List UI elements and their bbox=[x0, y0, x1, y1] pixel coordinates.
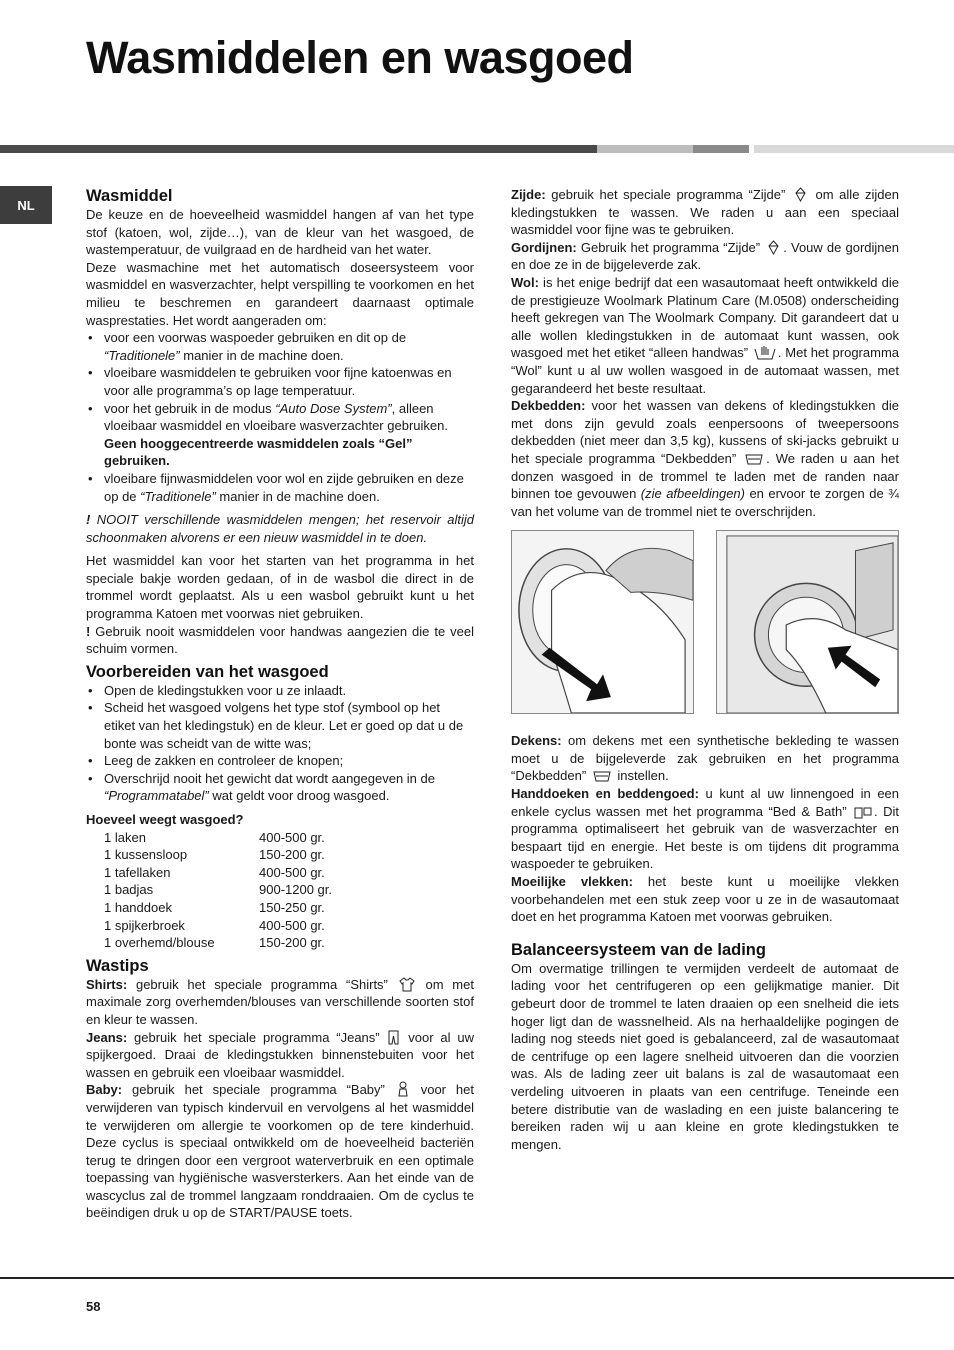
list-item: • Leeg de zakken en controleer de knopen; bbox=[86, 752, 474, 770]
wol-tip: Wol: is het enige bedrijf dat een wasautomaat heeft ontwikkeld die de prestigieuze Woolmark Platinum Care (M.0508) onderscheiding heeft gekregen van The Woolmark Company. Dit garandeert dat u alle wollen kledingstukken in de automaat kunt wassen, ook wasgoed met het etiket “alleen handwas” . Met het programma “Wol” kunt u al uw wollen wasgoed in de automaat wassen, met gegarandeerd het beste resultaat. bbox=[511, 274, 900, 396]
header-bar-pale bbox=[754, 145, 954, 153]
header-bar-dark bbox=[0, 145, 597, 153]
table-row: 1 badjas 900-1200 gr. bbox=[104, 882, 333, 898]
silk-icon bbox=[793, 187, 808, 202]
baby-icon bbox=[397, 1081, 409, 1097]
warning-text: ! NOOIT verschillende wasmiddelen mengen; het reservoir altijd schoonmaken alvorens er een nieuw wasmiddel in te doen. bbox=[86, 512, 474, 545]
list-item: • voor een voorwas waspoeder gebruiken en dit op de “Traditionele” manier in de machine doen. bbox=[86, 329, 474, 364]
weights-table bbox=[104, 829, 474, 952]
bed-bath-icon bbox=[854, 806, 872, 819]
baby-tip: Baby: gebruik het speciale programma “Baby” voor het verwijderen van typisch kindervuil en vervolgens al het wasmiddel te verwijderen om allergie te voorkomen op de tere kinderhuid. Deze cyclus is speciaal ontwikkeld om de hoeveelheid bacteriën terug te dringen door een vergroot waterverbruik en een optimale toepassing van hygiënische wasversterkers. Aan het einde van de wascyclus zal de trommel langzaam ronddraaien. Om de cyclus te beëindigen druk u op de START/PAUSE toets. bbox=[86, 1082, 474, 1221]
wasmiddel-list bbox=[86, 329, 474, 505]
page-title: Wasmiddelen en wasgoed bbox=[86, 32, 634, 83]
wastips-heading: Wastips bbox=[86, 956, 149, 975]
list-item: • Open de kledingstukken voor u ze inlaadt. bbox=[86, 682, 474, 700]
voorbereiden-list bbox=[86, 682, 474, 805]
vlekken-tip: Moeilijke vlekken: het beste kunt u moeilijke vlekken voorbehandelen met een stuk zeep voor u ze in de wasautomaat doet en het programma Katoen met voorwas gebruiken. bbox=[511, 874, 899, 925]
wasmiddel-paragraph-2: Deze wasmachine met het automatisch doseersysteem voor wasmiddel en wasverzachter, helpt verspilling te voorkomen en het milieu te beschremen en garandeert daarnaast optimale wasprestaties. Het wordt aangeraden om: bbox=[86, 259, 474, 328]
note-text: ! Gebruik nooit wasmiddelen voor handwas aangezien die te veel schuim vormen. bbox=[86, 623, 474, 657]
wasmiddel-paragraph-3: Het wasmiddel kan voor het starten van het programma in het speciale bakje worden gedaan, of in de wasbol die direct in de trommel wordt geplaatst. Als u een wasbol gebruikt kunt u het programma Katoen met voorwas niet gebruiken. bbox=[86, 553, 474, 622]
table-row: 1 kussensloop 150-200 gr. bbox=[104, 847, 325, 863]
table-row: 1 laken 400-500 gr. bbox=[104, 829, 325, 845]
handwash-icon bbox=[754, 345, 776, 360]
header-bar-mid bbox=[693, 145, 749, 153]
list-item: • Overschrijd nooit het gewicht dat wordt aangegeven in de “Programmatabel” wat geldt voor droog wasgoed. bbox=[86, 770, 474, 805]
page-number: 58 bbox=[86, 1299, 101, 1314]
voorbereiden-heading: Voorbereiden van het wasgoed bbox=[86, 662, 329, 681]
list-item: • vloeibare fijnwasmiddelen voor wol en zijde gebruiken en deze op de “Traditionele” manier in de machine doen. bbox=[86, 470, 474, 505]
figures-row bbox=[511, 530, 899, 714]
list-item: • vloeibare wasmiddelen te gebruiken voor fijne katoenwas en voor alle programma’s op lage temperatuur. bbox=[86, 364, 474, 399]
jeans-icon bbox=[388, 1030, 399, 1045]
weights-heading: Hoeveel weegt wasgoed? bbox=[86, 812, 244, 827]
duvet-icon bbox=[592, 770, 612, 783]
table-row: 1 overhemd/blouse 150-200 gr. bbox=[104, 935, 325, 951]
left-column bbox=[86, 186, 474, 1222]
balance-text: Om overmatige trillingen te vermijden verdeelt de automaat de lading voor het centrifugeren op een gelijkmatige manier. Dit gebeurt door de trommel te laten draaien op een snelheid die iets hoger ligt dan de wassnelheid. Als na herhaaldelijke pogingen de lading nog steeds niet goed is gebalanceerd, zal de wasautomaat de centrifuge op een lagere snelheid uitvoeren dan die voorzien was. Als de lading zeer uit balans is zal de wasautomaat een verdeling uitvoeren in plaats van een centrifuge. Teneinde een betere distributie van de waslading en een juiste balancering te bereiken raden wij u aan kleine en grote kledingstukken te mengen. bbox=[511, 960, 899, 1152]
header-bar-light bbox=[597, 145, 693, 153]
table-row: 1 handdoek 150-250 gr. bbox=[104, 899, 325, 915]
shirt-icon bbox=[399, 977, 415, 992]
silk-icon bbox=[766, 240, 781, 255]
zijde-tip: Zijde: gebruik het speciale programma “Zijde” om alle zijden kledingstukken te wassen. We raden u aan een speciaal wasmiddel voor fijne was te gebruiken. bbox=[511, 187, 899, 238]
jeans-tip: Jeans: gebruik het speciale programma “Jeans” voor al uw spijkergoed. Draai de kledingstukken binnenstebuiten voor het wassen en gebruik een vloeibaar wasmiddel. bbox=[86, 1029, 474, 1080]
wasmiddel-heading: Wasmiddel bbox=[86, 187, 173, 205]
list-item: • voor het gebruik in de modus “Auto Dose System”, alleen vloeibaar wasmiddel en vloeibare wasverzachter gebruiken. Geen hooggecentreerde wasmiddelen zoals “Gel” gebruiken. bbox=[86, 400, 474, 470]
gordijnen-tip: Gordijnen: Gebruik het programma “Zijde” . Vouw de gordijnen en doe ze in de bijgeleverde zak. bbox=[511, 239, 899, 273]
language-tab: NL bbox=[0, 186, 52, 224]
right-column bbox=[511, 186, 899, 1153]
balance-heading: Balanceersysteem van de lading bbox=[511, 940, 766, 959]
table-row: 1 tafellaken 400-500 gr. bbox=[104, 864, 325, 880]
table-row: 1 spijkerbroek 400-500 gr. bbox=[104, 917, 325, 933]
dekbedden-tip: Dekbedden: voor het wassen van dekens of kledingstukken die met dons zijn gevuld zoals eenpersoons of tweepersoons dekbedden (niet meer dan 3,5 kg), kussens of ski-jacks gebruikt u het speciale programma “Dekbedden” . We raden u aan het donzen wasgoed in de trommel te laden met de randen naar binnen toe gevouwen (zie afbeeldingen) en ervoor te zorgen de ¾ van het volume van de trommel niet te overschrijden. bbox=[511, 398, 899, 519]
handdoeken-tip: Handdoeken en beddengoed: u kunt al uw linnengoed in een enkele cyclus wassen met het programma “Bed & Bath” . Dit programma optimaliseert het gebruik van de wasverzachter en bespaart tijd en energie. Het beste is om tijdens dit programma waspoeder te gebruiken. bbox=[511, 786, 900, 872]
wasmiddel-paragraph-1: De keuze en de hoeveelheid wasmiddel hangen af van het type stof (katoen, wol, zijde…), van de kleur van het wasgoed, de wastemperatuur, de vuilgraad en de hardheid van het water. bbox=[86, 207, 474, 258]
dekens-tip: Dekens: om dekens met een synthetische bekleding te wassen moet u de bijgeleverde zak gebruiken en het programma “Dekbedden” instellen. bbox=[511, 733, 899, 784]
shirts-tip: Shirts: gebruik het speciale programma “Shirts” om met maximale zorg overhemden/blouses van verschillende soorten stof en kleur te wassen. bbox=[86, 976, 474, 1027]
duvet-icon bbox=[744, 453, 764, 466]
loading-duvet-illustration-2 bbox=[716, 530, 899, 714]
loading-duvet-illustration-1 bbox=[511, 530, 694, 714]
list-item: • Scheid het wasgoed volgens het type stof (symbool op het etiket van het kledingstuk) en de kleur. Let er goed op dat u de bonte was scheidt van de witte was; bbox=[86, 699, 474, 752]
footer-rule bbox=[0, 1277, 954, 1279]
